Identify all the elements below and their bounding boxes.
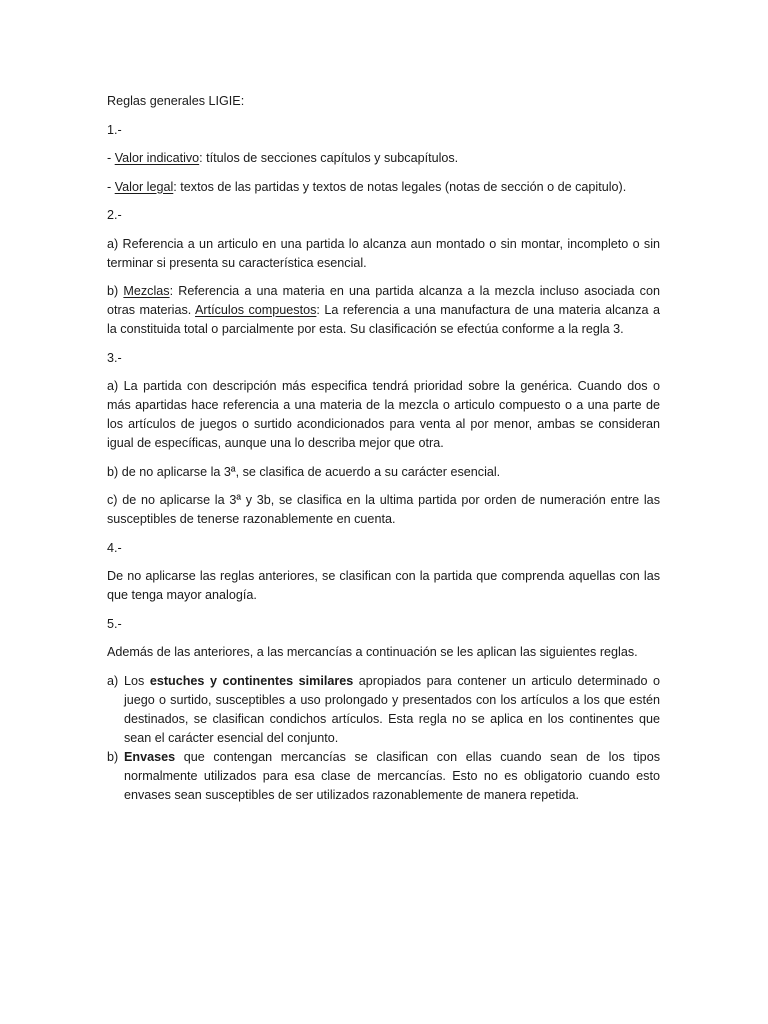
term-envases: Envases	[124, 749, 176, 764]
paragraph-text: : Referencia a una materia en una partida alcanza a la mezcla incluso asociada con otras materias.	[107, 284, 660, 317]
rule-3-number: 3.-	[107, 350, 122, 365]
term-mezclas: Mezclas	[123, 284, 170, 298]
list-item	[107, 672, 660, 748]
list-marker: a)	[107, 673, 119, 688]
term-valor-indicativo: Valor indicativo	[114, 151, 200, 165]
definition-text: : títulos de secciones capítulos y subcapítulos.	[199, 151, 459, 165]
rule-3-c: c) de no aplicarse la 3ª y 3b, se clasifica en la ultima partida por orden de numeración entre las susceptibles de tenerse razonablemente en cuenta.	[107, 493, 660, 526]
rule-1-line-legal	[107, 178, 660, 197]
rule-5-list	[107, 672, 660, 805]
list-item-text: apropiados para contener un articulo determinado o juego o surtido, susceptibles a uso prolongado y presentados con los artículos a los que estén destinados, se clasifican condichos artículos. Esta regla no se aplica en los continentes que sean el carácter esencial del conjunto.	[124, 673, 660, 745]
rule-3-b: b) de no aplicarse la 3ª, se clasifica de acuerdo a su carácter esencial.	[107, 464, 501, 479]
list-item	[107, 748, 660, 805]
rule-5-number: 5.-	[107, 616, 122, 631]
list-item-text: que contengan mercancías se clasifican con ellas cuando sean de los tipos normalmente utilizados para esa clase de mercancías. Esto no es obligatorio cuando esto envases sean susceptibles de ser utilizados razonablemente de manera repetida.	[124, 749, 660, 802]
rule-2-a: a) Referencia a un articulo en una partida lo alcanza aun montado o sin montar, incompleto o sin terminar si presenta su característica esencial.	[107, 236, 660, 270]
list-item-text: Los	[124, 673, 150, 688]
rule-2-b	[107, 282, 660, 339]
list-marker: b)	[107, 749, 119, 764]
term-valor-legal: Valor legal	[114, 179, 174, 194]
document-body	[107, 92, 660, 805]
rule-5-intro: Además de las anteriores, a las mercancías a continuación se les aplican las siguientes reglas.	[107, 645, 638, 659]
term-estuches: estuches y continentes similares	[149, 673, 354, 688]
paragraph-prefix: b)	[107, 284, 124, 298]
rule-4-number: 4.-	[107, 540, 122, 555]
paragraph-text: : La referencia a una manufactura de una materia alcanza a la constituida total o parcialmente por esta. Su clasificación se efectúa conforme a la regla 3.	[107, 303, 660, 336]
rule-2-number: 2.-	[107, 208, 122, 222]
rule-1-number: 1.-	[107, 122, 122, 137]
dash: -	[107, 151, 115, 165]
document-title: Reglas generales LIGIE:	[107, 94, 245, 108]
rule-1-line-indicativo	[107, 149, 660, 168]
rule-4-text: De no aplicarse las reglas anteriores, se clasifican con la partida que comprenda aquellas con las que tenga mayor analogía.	[107, 569, 660, 602]
dash: -	[107, 179, 115, 194]
rule-3-a: a) La partida con descripción más especifica tendrá prioridad sobre la genérica. Cuando dos o más apartidas hace referencia a una materia de la mezcla o articulo compuesto o a una parte de los artículos de juegos o surtido acondicionados para venta al por menor, ambas se consideran igual de específicas, aunque una lo describa mejor que otra.	[107, 379, 660, 450]
term-articulos-compuestos: Artículos compuestos	[195, 303, 317, 317]
definition-text: : textos de las partidas y textos de notas legales (notas de sección o de capitulo).	[173, 179, 627, 194]
